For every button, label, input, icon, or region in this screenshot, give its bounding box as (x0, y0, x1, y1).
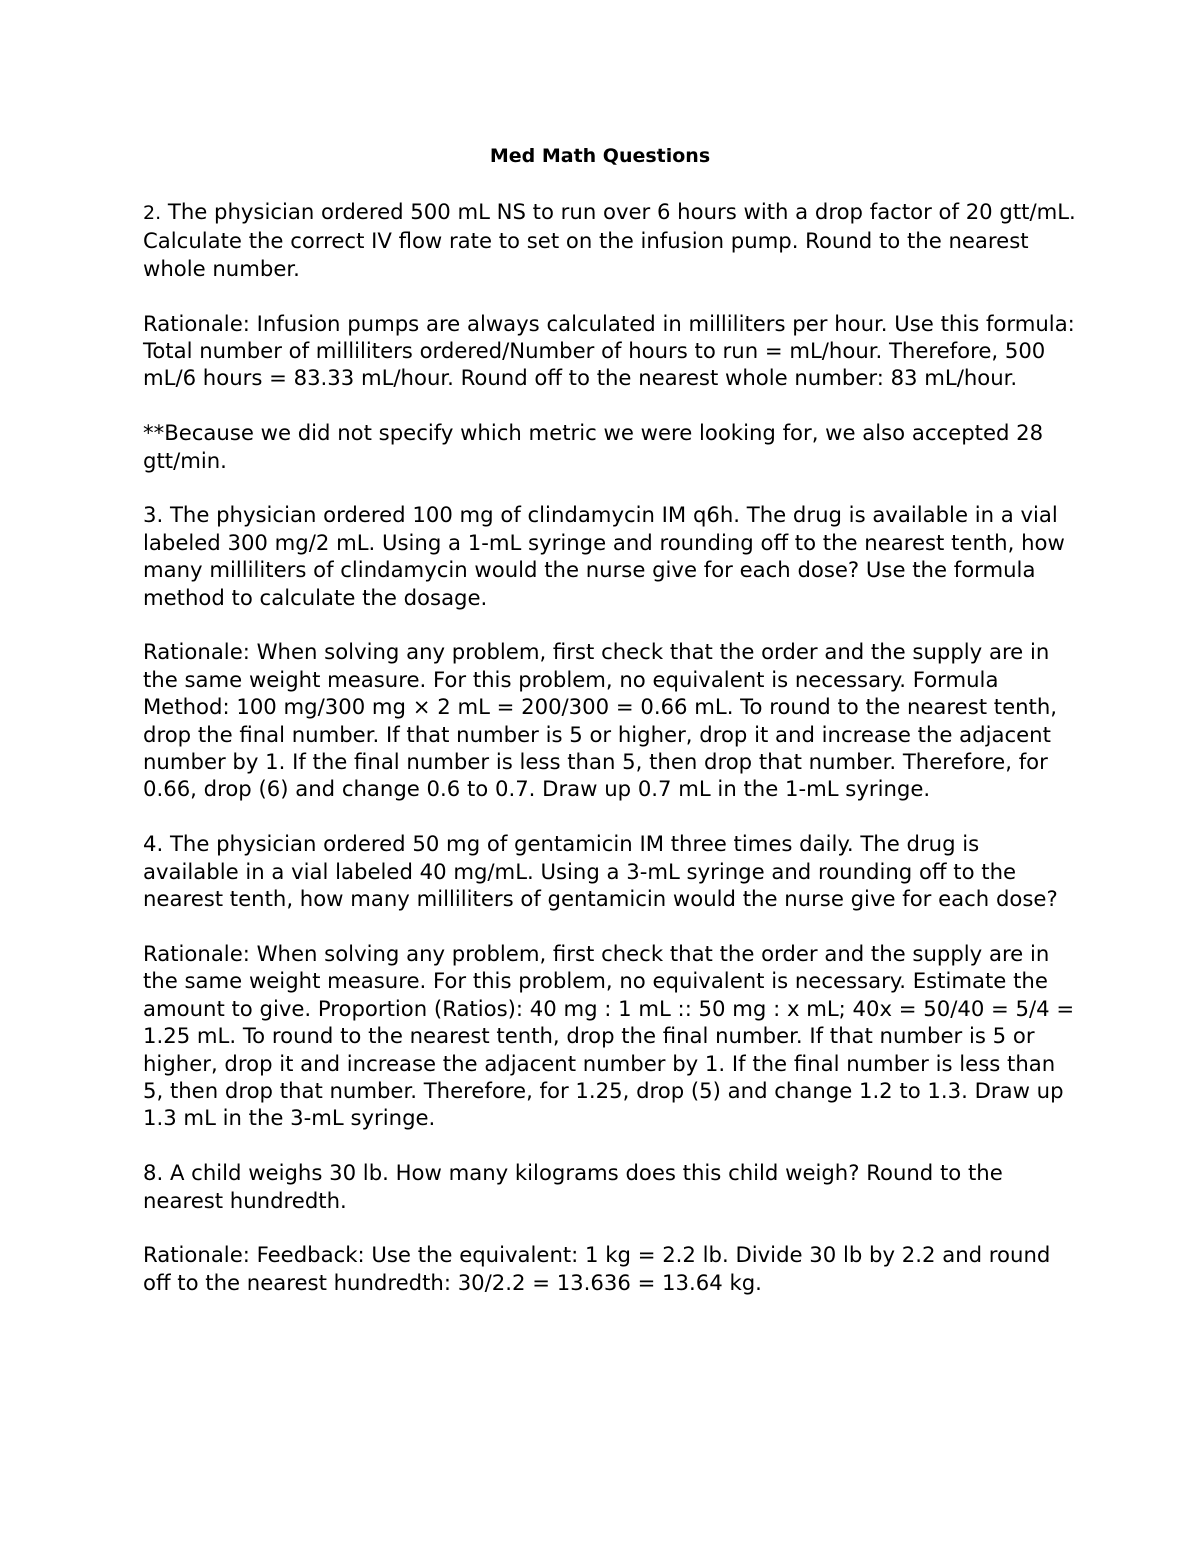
paragraph-rationale-4: Rationale: When solving any problem, first check that the order and the supply are in the same weight measure. For this problem, no equivalent is necessary. Estimate the amount to give. Proportion (Ratios): 40 mg : 1 mL :: 50 mg : x mL; 40x = 50/40 = 5/4 = 1.25 mL. To round to the nearest tenth, drop the final number. If that number is 5 or higher, drop it and increase the adjacent number by 1. If the final number is less than 5, then drop that number. Therefore, for 1.25, drop (5) and change 1.2 to 1.3. Draw up 1.3 mL in the 3-mL syringe. (143, 940, 1075, 1131)
document-body (143, 198, 1078, 1324)
question-number: 2. (143, 202, 162, 224)
paragraph-rationale-3: Rationale: When solving any problem, first check that the order and the supply are in the same weight measure. For this problem, no equivalent is necessary. Formula Method: 100 mg/300 mg × 2 mL = 200/300 = 0.66 mL. To round to the nearest tenth, drop the final number. If that number is 5 or higher, drop it and increase the adjacent number by 1. If the final number is less than 5, then drop that number. Therefore, for 0.66, drop (6) and change 0.6 to 0.7. Draw up 0.7 mL in the 1-mL syringe. (143, 639, 1058, 802)
paragraph-question-2 (143, 198, 1078, 282)
paragraph-rationale-8: Rationale: Feedback: Use the equivalent: 1 kg = 2.2 lb. Divide 30 lb by 2.2 and round off to the nearest hundredth: 30/2.2 = 13.636 = 13.64 kg. (143, 1242, 1051, 1295)
paragraph-rationale-2: Rationale: Infusion pumps are always calculated in milliliters per hour. Use this formula: Total number of milliliters ordered/Number of hours to run = mL/hour. Therefore, 500 mL/6 hours = 83.33 mL/hour. Round off to the nearest whole number: 83 mL/hour. (143, 310, 1075, 391)
paragraph-text: The physician ordered 500 mL NS to run over 6 hours with a drop factor of 20 gtt/mL. Calculate the correct IV flow rate to set on the infusion pump. Round to the nearest whole number. (143, 199, 1076, 281)
paragraph-question-3: 3. The physician ordered 100 mg of clindamycin IM q6h. The drug is available in a vial labeled 300 mg/2 mL. Using a 1-mL syringe and rounding off to the nearest tenth, how many milliliters of clindamycin would the nurse give for each dose? Use the formula method to calculate the dosage. (143, 502, 1065, 610)
page-title: Med Math Questions (489, 145, 711, 167)
paragraph-question-8: 8. A child weighs 30 lb. How many kilograms does this child weigh? Round to the nearest hundredth. (143, 1160, 1003, 1213)
paragraph-question-4: 4. The physician ordered 50 mg of gentamicin IM three times daily. The drug is available in a vial labeled 40 mg/mL. Using a 3-mL syringe and rounding off to the nearest tenth, how many milliliters of gentamicin would the nurse give for each dose? (143, 831, 1058, 912)
paragraph-note-2: **Because we did not specify which metric we were looking for, we also accepted 28 gtt/min. (143, 420, 1044, 473)
